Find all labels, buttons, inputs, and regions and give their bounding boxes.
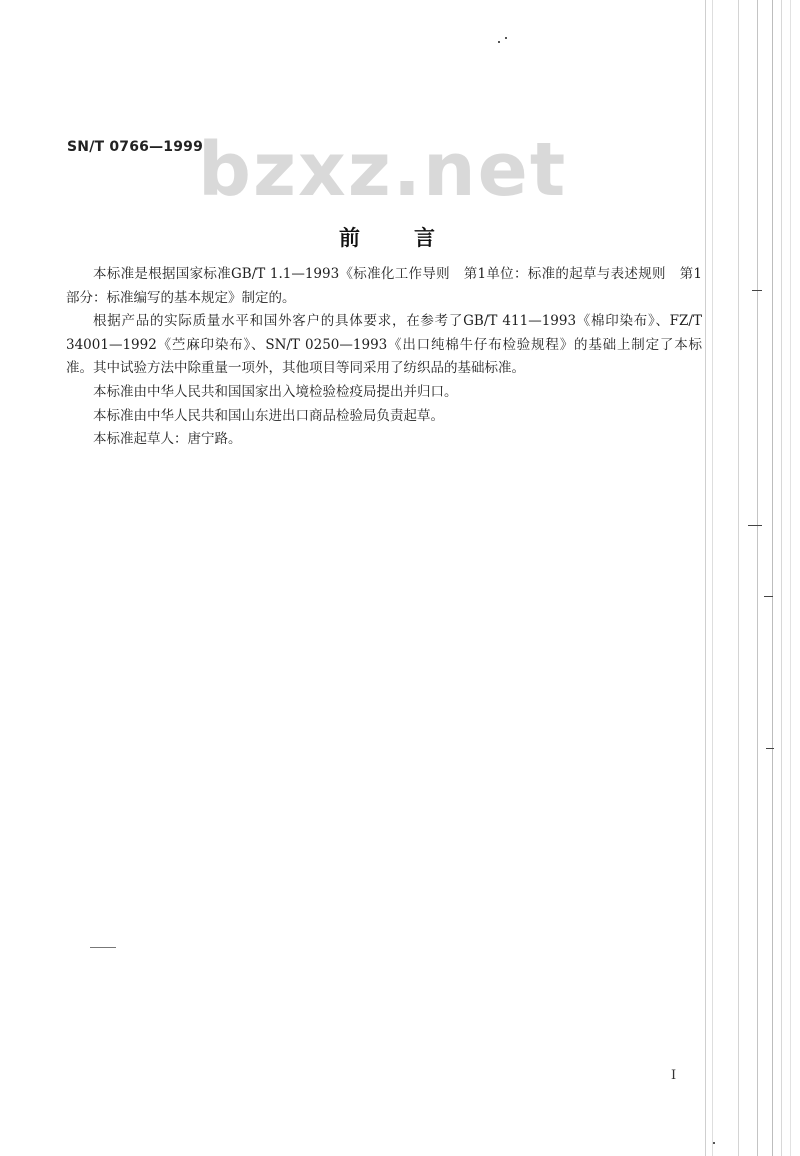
scan-artifact-mark	[764, 596, 773, 597]
paragraph: 本标准起草人：唐宁路。	[93, 431, 242, 448]
page-number: I	[671, 1068, 677, 1083]
scan-artifact-dot	[505, 37, 507, 39]
scan-artifact-dot	[498, 41, 500, 43]
paragraph: 本标准由中华人民共和国山东进出口商品检验局负责起草。	[93, 407, 444, 424]
document-body	[66, 263, 702, 452]
scan-edge-line	[757, 0, 758, 1156]
scan-edge-line	[712, 0, 713, 1156]
watermark-text: bzxz.net	[198, 127, 568, 213]
standard-number: SN/T 0766—1999	[67, 139, 204, 155]
scan-edge-line	[781, 0, 782, 1156]
scan-artifact-mark	[752, 290, 762, 291]
page-title: 前言	[339, 226, 489, 250]
paragraph: 根据产品的实际质量水平和国外客户的具体要求，在参考了GB/T 411—1993《棉印染布》、FZ/T 34001—1992《苎麻印染布》、SN/T 0250—1993《出口纯棉牛仔布检验规程》的基础上制定了本标准。其中试验方法中除重量一项外，其他项目等同采用了纺织品的基础标准。	[66, 313, 702, 377]
scan-edge-line	[738, 0, 739, 1156]
scan-edge-line	[705, 0, 706, 1156]
paragraph: 本标准是根据国家标准GB/T 1.1—1993《标准化工作导则 第1单位：标准的起草与表述规则 第1部分：标准编写的基本规定》制定的。	[66, 266, 702, 306]
scan-artifact-mark	[748, 525, 762, 526]
scan-edge-line	[772, 0, 773, 1156]
footnote-divider	[90, 947, 116, 948]
scan-edge-line	[790, 0, 791, 1156]
scan-artifact-mark	[766, 748, 774, 749]
paragraph: 本标准由中华人民共和国国家出入境检验检疫局提出并归口。	[93, 383, 458, 400]
scan-artifact-dot	[713, 1142, 715, 1144]
